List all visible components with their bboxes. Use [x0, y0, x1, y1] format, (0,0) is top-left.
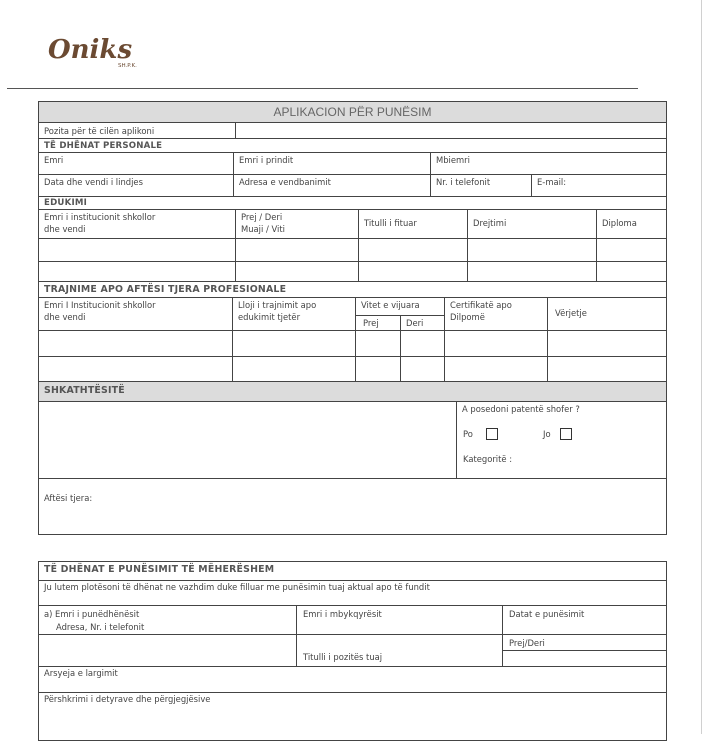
edu-cell[interactable] — [358, 262, 467, 281]
license-yes-label: Po — [463, 429, 473, 439]
tr-certificate-line1: Certifikatë apo — [450, 300, 512, 310]
tr-to-label: Deri — [406, 318, 424, 328]
tr-certificate-line2: Dilpomë — [450, 312, 485, 322]
supervisor-divider — [297, 634, 502, 635]
training-row — [39, 356, 666, 381]
tr-years-label: Vitet e vijuara — [361, 300, 420, 310]
dates-field[interactable] — [502, 606, 666, 666]
tr-cell[interactable] — [444, 357, 547, 381]
edu-cell[interactable] — [358, 239, 467, 261]
edu-direction-header — [467, 210, 596, 238]
dates-divider — [503, 634, 666, 635]
employer-address-label: Adresa, Nr. i telefonit — [56, 622, 145, 632]
license-question: A posedoni patentë shofer ? — [462, 404, 580, 414]
from-to-divider — [503, 650, 666, 651]
edu-title-label: Titulli i fituar — [364, 218, 417, 228]
skills-heading-row — [39, 381, 666, 401]
tr-cell[interactable] — [547, 331, 666, 356]
tr-certificate-header — [444, 298, 547, 330]
form-title-row — [39, 102, 666, 122]
employer-divider — [39, 634, 296, 635]
tr-cell[interactable] — [39, 357, 232, 381]
duties-label: Përshkrimi i detyrave dhe përgjegjësive — [44, 694, 211, 704]
skills-heading: SHKATHTËSITË — [44, 385, 125, 396]
dates-label: Datat e punësimit — [509, 609, 585, 619]
license-category-label: Kategoritë : — [463, 454, 513, 464]
edu-title-header — [358, 210, 467, 238]
tr-cell[interactable] — [355, 331, 400, 356]
birth-label: Data dhe vendi i lindjes — [44, 177, 143, 187]
tr-validity-label: Vërjetje — [555, 308, 587, 318]
reason-row[interactable] — [39, 666, 666, 692]
edu-cell[interactable] — [467, 262, 596, 281]
tr-type-line1: Lloji i trajnimit apo — [238, 300, 317, 310]
edu-diploma-label: Diploma — [602, 218, 637, 228]
edu-period-line1: Prej / Deri — [241, 212, 283, 222]
personal-heading: TË DHËNAT PERSONALE — [44, 141, 163, 151]
header-rule — [7, 88, 638, 89]
position-row — [39, 122, 666, 138]
personal-heading-row — [39, 138, 666, 152]
edu-cell[interactable] — [596, 239, 666, 261]
tr-cell[interactable] — [400, 357, 444, 381]
position-label-cell — [39, 123, 235, 138]
other-skills-label: Aftësi tjera: — [44, 493, 93, 503]
reason-label: Arsyeja e largimit — [44, 668, 118, 678]
email-label: E-mail: — [537, 177, 567, 187]
education-row — [39, 261, 666, 281]
tr-institution-line2: dhe vendi — [44, 312, 86, 322]
edu-cell[interactable] — [39, 262, 235, 281]
employer-label: a) Emri i punëdhënësit — [44, 609, 140, 619]
tr-validity-header — [547, 298, 666, 330]
edu-institution-header — [39, 210, 235, 238]
contact-row — [39, 174, 666, 196]
edu-period-line2: Muaji / Viti — [241, 224, 285, 234]
employer-field[interactable] — [39, 606, 296, 666]
tr-cell[interactable] — [400, 331, 444, 356]
employment-heading-row — [39, 562, 666, 580]
phone-field[interactable] — [430, 175, 531, 196]
first-name-field[interactable] — [39, 153, 233, 174]
father-name-label: Emri i prindit — [239, 155, 294, 165]
tr-cell[interactable] — [355, 357, 400, 381]
edu-institution-line2: dhe vendi — [44, 224, 86, 234]
from-to-label: Prej/Deri — [509, 638, 545, 648]
employer-row — [39, 605, 666, 666]
edu-cell[interactable] — [39, 239, 235, 261]
instruction-row — [39, 580, 666, 605]
supervisor-field[interactable] — [296, 606, 502, 666]
skills-textarea[interactable] — [39, 402, 456, 478]
employment-form — [38, 561, 667, 741]
tr-cell[interactable] — [232, 331, 355, 356]
tr-institution-header — [39, 298, 232, 330]
education-heading: EDUKIMI — [44, 198, 87, 208]
tr-years-header — [355, 298, 444, 330]
training-row — [39, 330, 666, 356]
education-heading-row — [39, 196, 666, 209]
training-heading-row — [39, 281, 666, 297]
logo-suffix: SH.P.K. — [118, 63, 137, 69]
birth-field[interactable] — [39, 175, 233, 196]
tr-cell[interactable] — [547, 357, 666, 381]
tr-from-label: Prej — [363, 318, 379, 328]
father-name-field[interactable] — [233, 153, 430, 174]
name-row — [39, 152, 666, 174]
tr-cell[interactable] — [444, 331, 547, 356]
tr-type-line2: edukimit tjetër — [238, 312, 301, 322]
email-field[interactable] — [531, 175, 666, 196]
company-logo — [48, 34, 150, 74]
employment-heading: TË DHËNAT E PUNËSIMIT TË MËHERËSHEM — [44, 564, 275, 575]
edu-period-header — [235, 210, 358, 238]
form-title: APLIKACION PËR PUNËSIM — [273, 105, 432, 119]
first-name-label: Emri — [44, 155, 64, 165]
other-skills-row[interactable] — [39, 478, 666, 534]
position-input[interactable] — [235, 123, 666, 138]
tr-cell[interactable] — [39, 331, 232, 356]
duties-row[interactable] — [39, 692, 666, 732]
page-edge — [701, 0, 702, 734]
last-name-field[interactable] — [430, 153, 666, 174]
tr-type-header — [232, 298, 355, 330]
last-name-label: Mbiemri — [436, 155, 470, 165]
application-form — [38, 101, 667, 535]
employment-instruction: Ju lutem plotësoni të dhënat ne vazhdim duke filluar me punësimin tuaj aktual apo të fundit — [44, 582, 430, 592]
address-label: Adresa e vendbanimit — [239, 177, 331, 187]
job-title-label: Titulli i pozitës tuaj — [303, 652, 383, 662]
training-header-row — [39, 297, 666, 330]
license-no-label: Jo — [543, 429, 551, 439]
license-no-checkbox[interactable] — [560, 428, 572, 440]
supervisor-label: Emri i mbykqyrësit — [303, 609, 382, 619]
tr-cell[interactable] — [232, 357, 355, 381]
edu-diploma-header — [596, 210, 666, 238]
license-box — [456, 402, 666, 478]
skills-row — [39, 401, 666, 478]
logo-mark: Oniks — [48, 35, 133, 65]
education-header-row — [39, 209, 666, 238]
edu-cell[interactable] — [467, 239, 596, 261]
edu-cell[interactable] — [235, 239, 358, 261]
edu-institution-line1: Emri i institucionit shkollor — [44, 212, 156, 222]
position-label: Pozita për të cilën aplikoni — [44, 126, 155, 136]
education-row — [39, 238, 666, 261]
edu-cell[interactable] — [596, 262, 666, 281]
license-yes-checkbox[interactable] — [486, 428, 498, 440]
phone-label: Nr. i telefonit — [436, 177, 491, 187]
edu-direction-label: Drejtimi — [473, 218, 507, 228]
tr-institution-line1: Emri I Institucionit shkollor — [44, 300, 156, 310]
training-heading: TRAJNIME APO AFTËSI TJERA PROFESIONALE — [44, 284, 287, 295]
address-field[interactable] — [233, 175, 430, 196]
edu-cell[interactable] — [235, 262, 358, 281]
tr-years-split — [400, 315, 401, 330]
